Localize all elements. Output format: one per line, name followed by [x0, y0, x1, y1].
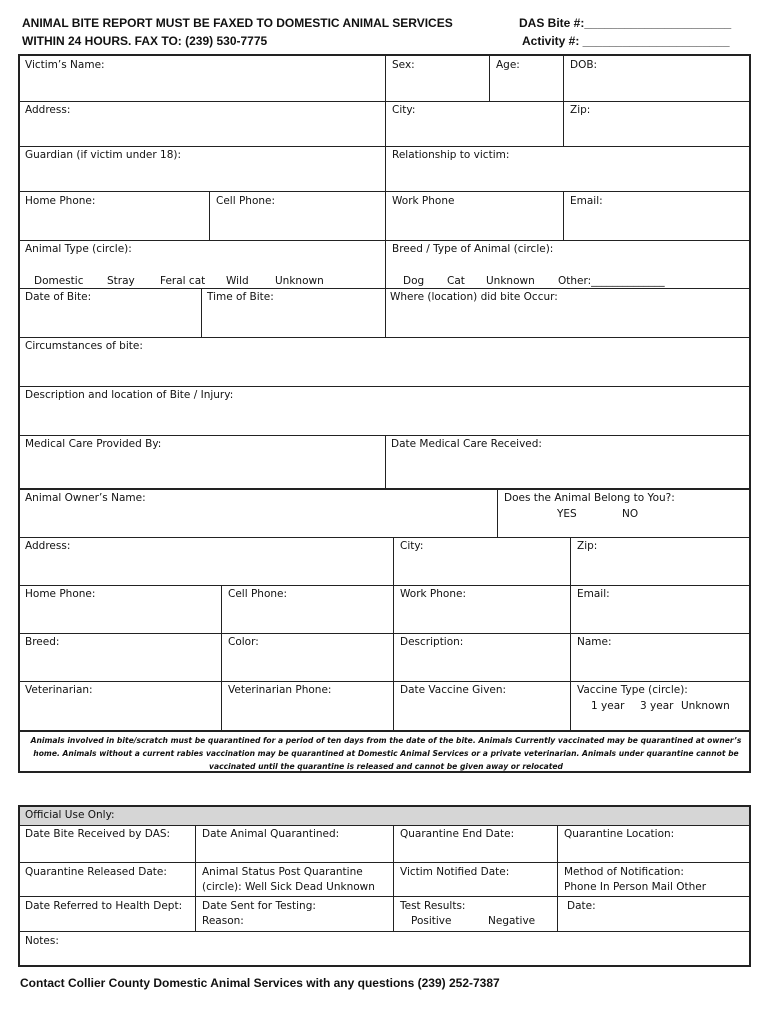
animal-status-label: Animal Status Post Quarantine — [202, 866, 363, 878]
quarantine-location-field[interactable]: Quarantine Location: — [564, 828, 675, 840]
notes-field[interactable]: Notes: — [25, 935, 59, 947]
animal-type-label: Animal Type (circle): — [25, 243, 132, 255]
vaccine-1-year[interactable]: 1 year — [591, 700, 625, 712]
date-referred-field[interactable]: Date Referred to Health Dept: — [25, 900, 183, 912]
belong-yes[interactable]: YES — [557, 508, 577, 520]
veterinarian-phone-field[interactable]: Veterinarian Phone: — [228, 684, 332, 696]
date-of-bite-field[interactable]: Date of Bite: — [25, 291, 92, 303]
breed-other[interactable]: Other:______________ — [558, 275, 665, 287]
animal-type-unknown[interactable]: Unknown — [275, 275, 324, 287]
victim-work-phone-field[interactable]: Work Phone — [392, 195, 455, 207]
notice-line2: home. Animals without a current rabies vaccination may be quarantined at Domestic Animal Services or a private veterinarian. Animals under quarantine cannot be — [33, 749, 739, 758]
victim-email-field[interactable]: Email: — [570, 195, 603, 207]
vaccine-date-field[interactable]: Date Vaccine Given: — [400, 684, 507, 696]
contact-footer: Contact Collier County Domestic Animal Services with any questions (239) 252-7387 — [20, 976, 500, 990]
victim-name-field[interactable]: Victim’s Name: — [25, 59, 105, 71]
time-of-bite-field[interactable]: Time of Bite: — [207, 291, 274, 303]
medical-care-date-field[interactable]: Date Medical Care Received: — [391, 438, 542, 450]
animal-type-stray[interactable]: Stray — [107, 275, 135, 287]
belong-question: Does the Animal Belong to You?: — [504, 492, 675, 504]
owner-work-phone-field[interactable]: Work Phone: — [400, 588, 466, 600]
medical-care-provider-field[interactable]: Medical Care Provided By: — [25, 438, 162, 450]
animal-breed-field[interactable]: Breed: — [25, 636, 60, 648]
testing-reason-field[interactable]: Reason: — [202, 915, 244, 927]
victim-dob-field[interactable]: DOB: — [570, 59, 598, 71]
owner-zip-field[interactable]: Zip: — [577, 540, 598, 552]
test-negative[interactable]: Negative — [488, 915, 536, 927]
quarantine-end-field[interactable]: Quarantine End Date: — [400, 828, 515, 840]
owner-email-field[interactable]: Email: — [577, 588, 610, 600]
quarantine-notice — [30, 734, 742, 773]
date-quarantined-field[interactable]: Date Animal Quarantined: — [202, 828, 340, 840]
victim-cell-phone-field[interactable]: Cell Phone: — [216, 195, 276, 207]
date-sent-testing-field[interactable]: Date Sent for Testing: — [202, 900, 316, 912]
quarantine-released-field[interactable]: Quarantine Released Date: — [25, 866, 167, 878]
date-received-field[interactable]: Date Bite Received by DAS: — [25, 828, 171, 840]
vaccine-type-label: Vaccine Type (circle): — [577, 684, 688, 696]
guardian-field[interactable]: Guardian (if victim under 18): — [25, 149, 182, 161]
vaccine-unknown[interactable]: Unknown — [681, 700, 730, 712]
header-line1: ANIMAL BITE REPORT MUST BE FAXED TO DOMESTIC ANIMAL SERVICES — [22, 16, 453, 30]
victim-age-field[interactable]: Age: — [496, 59, 520, 71]
breed-dog[interactable]: Dog — [403, 275, 425, 287]
notification-method-options[interactable]: Phone In Person Mail Other — [564, 881, 707, 893]
owner-name-field[interactable]: Animal Owner’s Name: — [25, 492, 146, 504]
animal-type-wild[interactable]: Wild — [226, 275, 249, 287]
owner-address-field[interactable]: Address: — [25, 540, 71, 552]
vaccine-3-year[interactable]: 3 year — [640, 700, 674, 712]
victim-address-field[interactable]: Address: — [25, 104, 71, 116]
official-use-title: Official Use Only: — [25, 809, 115, 821]
veterinarian-field[interactable]: Veterinarian: — [25, 684, 93, 696]
header-line2: WITHIN 24 HOURS. FAX TO: (239) 530-7775 — [22, 34, 268, 48]
animal-color-field[interactable]: Color: — [228, 636, 259, 648]
breed-type-label: Breed / Type of Animal (circle): — [392, 243, 554, 255]
animal-type-feral-cat[interactable]: Feral cat — [160, 275, 206, 287]
victim-sex-field[interactable]: Sex: — [392, 59, 415, 71]
relationship-field[interactable]: Relationship to victim: — [392, 149, 510, 161]
activity-number[interactable]: Activity #: ______________________ — [522, 34, 730, 48]
animal-status-options[interactable]: (circle): Well Sick Dead Unknown — [202, 881, 375, 893]
circumstances-field[interactable]: Circumstances of bite: — [25, 340, 143, 352]
owner-cell-phone-field[interactable]: Cell Phone: — [228, 588, 288, 600]
victim-notified-field[interactable]: Victim Notified Date: — [400, 866, 510, 878]
das-bite-number[interactable]: DAS Bite #:______________________ — [519, 16, 732, 30]
animal-name-field[interactable]: Name: — [577, 636, 612, 648]
test-date-field[interactable]: Date: — [567, 900, 596, 912]
notice-line3: vaccinated until the quarantine is released and cannot be given away or relocated — [209, 762, 563, 771]
test-positive[interactable]: Positive — [411, 915, 452, 927]
breed-cat[interactable]: Cat — [447, 275, 465, 287]
owner-home-phone-field[interactable]: Home Phone: — [25, 588, 96, 600]
notification-method-label: Method of Notification: — [564, 866, 684, 878]
victim-home-phone-field[interactable]: Home Phone: — [25, 195, 96, 207]
animal-type-domestic[interactable]: Domestic — [34, 275, 84, 287]
victim-city-field[interactable]: City: — [392, 104, 416, 116]
notice-line1: Animals involved in bite/scratch must be quarantined for a period of ten days from the date of the bite. Animals Currently vaccinated may be quarantined at owner’s — [30, 736, 742, 745]
owner-city-field[interactable]: City: — [400, 540, 424, 552]
bite-description-field[interactable]: Description and location of Bite / Injury: — [25, 389, 234, 401]
victim-zip-field[interactable]: Zip: — [570, 104, 591, 116]
test-results-label: Test Results: — [400, 900, 466, 912]
belong-no[interactable]: NO — [622, 508, 639, 520]
bite-location-field[interactable]: Where (location) did bite Occur: — [390, 291, 558, 303]
breed-unknown[interactable]: Unknown — [486, 275, 535, 287]
animal-description-field[interactable]: Description: — [400, 636, 464, 648]
